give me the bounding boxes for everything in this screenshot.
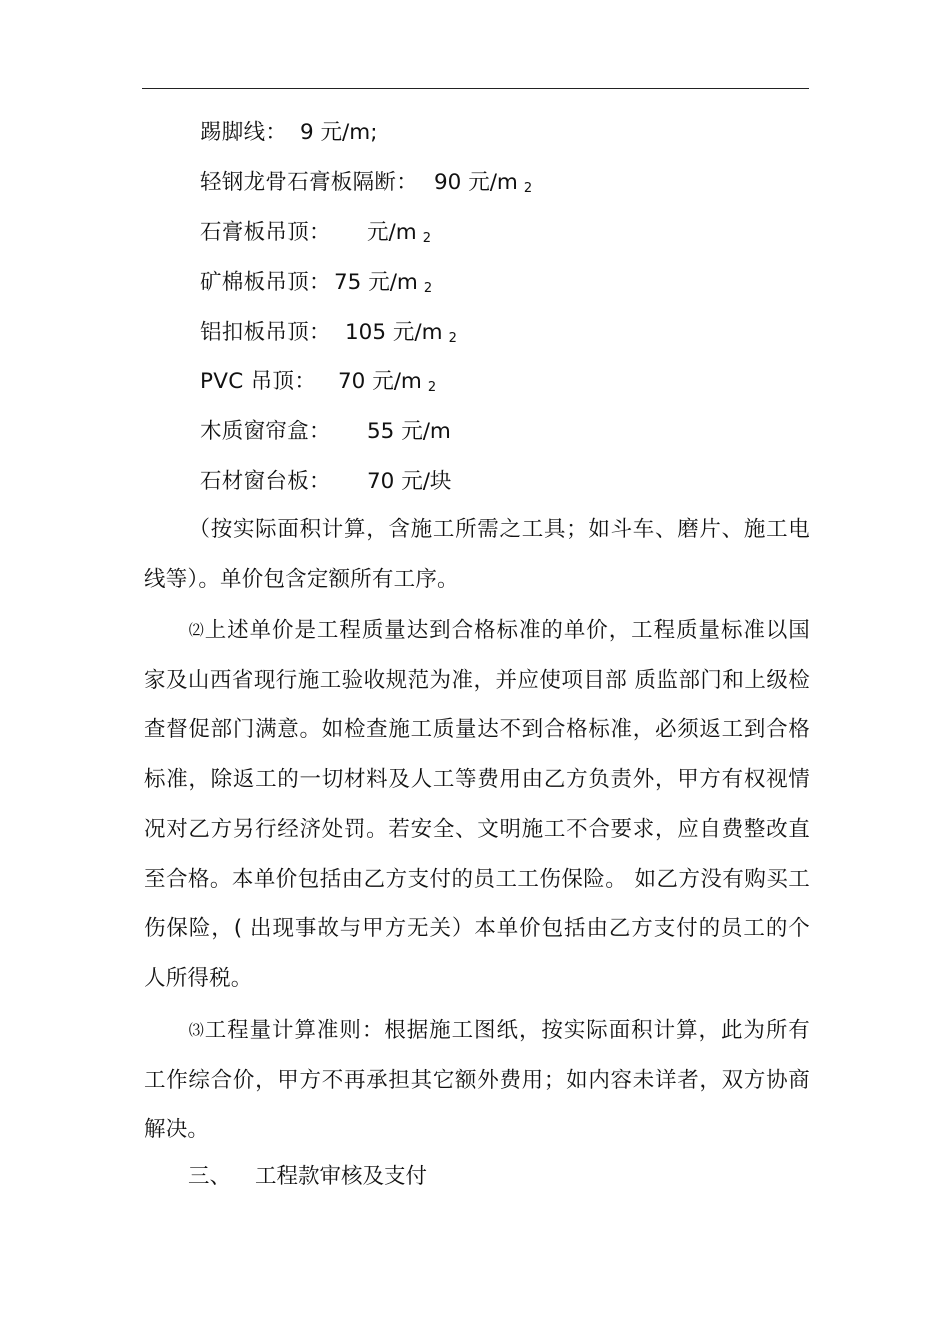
price-item-value: 元/m 2	[367, 220, 431, 246]
price-item-label: PVC 吊顶：	[200, 369, 317, 394]
price-item-value: 105 元/m 2	[345, 320, 457, 346]
price-item-label: 矿棉板吊顶：	[200, 270, 331, 295]
price-item-label: 石材窗台板：	[200, 469, 331, 494]
price-item-label: 木质窗帘盒：	[200, 419, 331, 444]
price-item-value: 70 元/m 2	[338, 369, 437, 395]
header-rule	[142, 88, 809, 89]
price-item-value: 9 元/m;	[300, 120, 378, 145]
unit-superscript: 2	[427, 380, 437, 395]
price-item-value: 70 元/块	[367, 469, 452, 494]
price-item-label: 铝扣板吊顶：	[200, 320, 331, 345]
unit-superscript: 2	[448, 331, 457, 346]
note-paragraph: （按实际面积计算，含施工所需之工具；如斗车、磨片、施工电线等）。单价包含定额所有工序。	[144, 517, 810, 592]
clause-2-marker: ⑵	[188, 621, 205, 639]
price-item-label: 石膏板吊顶：	[200, 220, 331, 245]
clause-2-paragraph	[144, 606, 810, 1004]
price-item-label: 踢脚线：	[200, 120, 288, 145]
clause-3-marker: ⑶	[188, 1021, 205, 1039]
section-number: 三、	[188, 1164, 232, 1189]
price-item-value: 75 元/m 2	[334, 270, 433, 296]
price-item-value: 55 元/m	[367, 419, 451, 444]
price-item-label: 轻钢龙骨石膏板隔断：	[200, 170, 419, 195]
section-title: 工程款审核及支付	[255, 1164, 428, 1189]
clause-3-text: 工程量计算准则：根据施工图纸，按实际面积计算，此为所有工作综合价，甲方不再承担其它额外费用；如内容未详者，双方协商解决。	[144, 1018, 811, 1143]
unit-superscript: 2	[523, 181, 533, 196]
clause-2-text: 上述单价是工程质量达到合格标准的单价，工程质量标准以国家及山西省现行施工验收规范为准，并应使项目部 质监部门和上级检查督促部门满意。如检查施工质量达不到合格标准，必须返工到合格标准，除返工的一切材料及人工等费用由乙方负责外，甲方有权视情况对乙方另行经济处罚。若安全、文明施工不合要求，应自费整改直至合格。本单价包括由乙方支付的员工工伤保险。 如乙方没有购买工伤保险，( 出现事故与甲方无关）本单价包括由乙方支付的员工的个人所得税。	[144, 618, 811, 991]
unit-superscript: 2	[423, 281, 433, 296]
section-heading	[188, 1163, 427, 1191]
clause-3-paragraph	[144, 1006, 810, 1155]
unit-superscript: 2	[422, 231, 431, 246]
price-item-value: 90 元/m 2	[434, 170, 533, 196]
